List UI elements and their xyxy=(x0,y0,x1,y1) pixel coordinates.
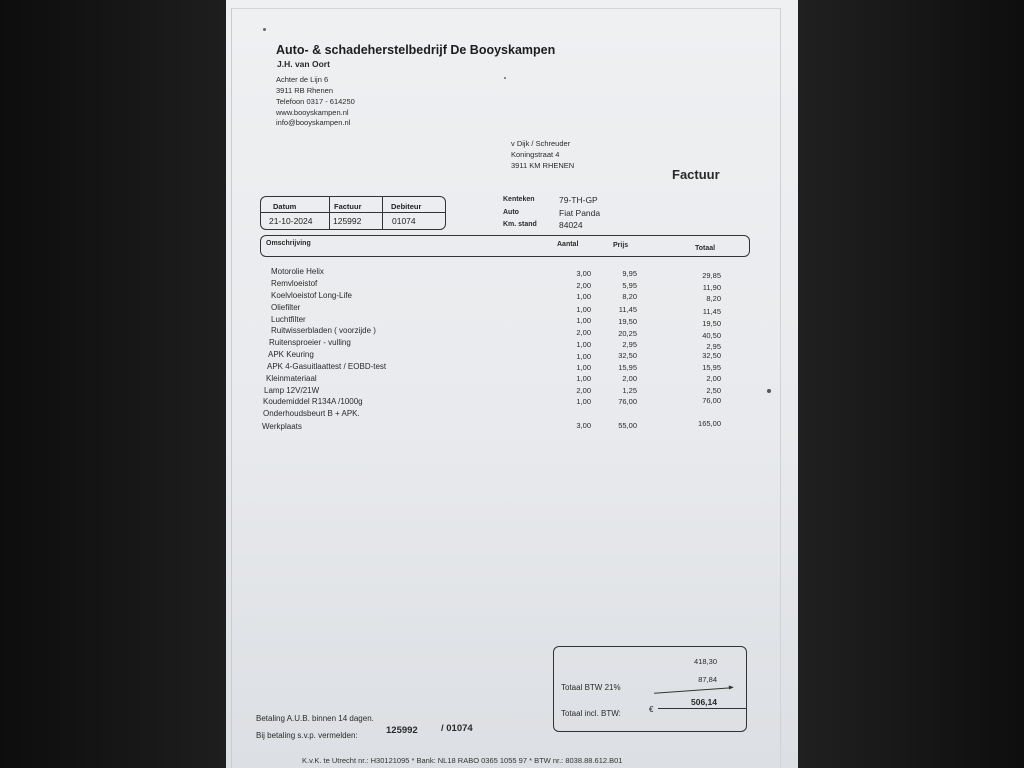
line-item-description: APK Keuring xyxy=(268,350,314,359)
line-item-quantity: 3,00 xyxy=(576,269,591,278)
background-left xyxy=(0,0,226,768)
car-label: Auto xyxy=(503,209,519,216)
car-model: Fiat Panda xyxy=(559,208,601,218)
line-item-price: 32,50 xyxy=(618,351,637,360)
line-item-price: 2,95 xyxy=(622,340,637,349)
debtor-label: Debiteur xyxy=(391,202,422,211)
line-item-price: 8,20 xyxy=(622,292,637,301)
line-item-description: Remvloeistof xyxy=(271,279,318,288)
euro-sign: € xyxy=(649,705,654,714)
company-city: 3911 RB Rhenen xyxy=(276,86,333,95)
line-item-total: 2,50 xyxy=(706,386,721,395)
line-item-total: 11,90 xyxy=(702,283,721,292)
license-plate-label: Kenteken xyxy=(503,196,535,203)
mileage-label: Km. stand xyxy=(503,221,537,228)
line-item-total: 2,95 xyxy=(706,342,721,351)
line-item-total: 15,95 xyxy=(702,363,721,372)
total-incl-label: Totaal incl. BTW: xyxy=(561,709,621,718)
line-item-total: 29,85 xyxy=(702,271,721,280)
subtotal-amount: 418,30 xyxy=(694,657,717,666)
paper-speck xyxy=(504,77,506,79)
line-item-total: 2,00 xyxy=(706,374,721,383)
line-item-total: 165,00 xyxy=(698,419,721,428)
invoice-number: 125992 xyxy=(333,216,362,226)
line-item-quantity: 1,00 xyxy=(576,374,591,383)
line-item-price: 9,95 xyxy=(622,269,637,278)
payment-reference-label: Bij betaling s.v.p. vermelden: xyxy=(256,731,358,740)
mileage: 84024 xyxy=(559,220,583,230)
line-item-quantity: 1,00 xyxy=(576,340,591,349)
line-item-total: 32,50 xyxy=(702,351,721,360)
line-item-description: Koudemiddel R134A /1000g xyxy=(263,397,363,406)
line-item-description: Luchtfilter xyxy=(271,315,306,324)
line-item-quantity: 2,00 xyxy=(576,281,591,290)
line-item-total: 76,00 xyxy=(702,396,721,405)
line-item-quantity: 1,00 xyxy=(576,305,591,314)
debtor-number: 01074 xyxy=(392,216,416,226)
vat-amount: 87,84 xyxy=(698,675,717,684)
line-item-description: Onderhoudsbeurt B + APK. xyxy=(263,409,360,418)
column-quantity-header: Aantal xyxy=(557,241,579,248)
company-phone: Telefoon 0317 - 614250 xyxy=(276,97,355,106)
company-street: Achter de Lijn 6 xyxy=(276,75,329,84)
line-item-price: 20,25 xyxy=(618,329,637,338)
line-item-description: Werkplaats xyxy=(262,422,302,431)
payment-terms: Betaling A.U.B. binnen 14 dagen. xyxy=(256,714,374,723)
line-item-description: Oliefilter xyxy=(271,303,301,312)
column-total-header: Totaal xyxy=(695,245,716,252)
line-item-quantity: 2,00 xyxy=(576,328,591,337)
invoice-paper xyxy=(226,0,798,768)
line-item-total: 40,50 xyxy=(702,331,721,340)
line-item-description: Ruitwisserbladen ( voorzijde ) xyxy=(271,326,376,335)
table-header-box xyxy=(260,235,750,257)
line-item-quantity: 1,00 xyxy=(576,363,591,372)
line-item-price: 5,95 xyxy=(622,281,637,290)
line-item-price: 11,45 xyxy=(618,305,637,314)
line-item-description: Ruitensproeier - vulling xyxy=(269,338,351,347)
line-item-description: Lamp 12V/21W xyxy=(264,386,320,395)
meta-divider xyxy=(329,197,330,229)
line-item-price: 55,00 xyxy=(618,421,637,430)
recipient-name: v Dijk / Schreuder xyxy=(511,139,571,148)
total-incl-amount: 506,14 xyxy=(691,697,717,707)
company-email: info@booyskampen.nl xyxy=(276,118,351,127)
line-item-quantity: 1,00 xyxy=(576,292,591,301)
invoice-number-label: Factuur xyxy=(334,202,362,211)
company-name: Auto- & schadeherstelbedrijf De Booyskampen xyxy=(276,43,556,57)
line-item-quantity: 1,00 xyxy=(576,397,591,406)
line-item-price: 15,95 xyxy=(618,363,637,372)
line-item-description: APK 4-Gasuitlaattest / EOBD-test xyxy=(267,362,387,371)
footer-company-bank-info: K.v.K. te Utrecht nr.: H30121095 * Bank: NL18 RABO 0365 1055 97 * BTW nr.: 8038.88.612.B01 xyxy=(302,756,623,765)
paper-speck xyxy=(263,28,266,31)
line-item-description: Motorolie Helix xyxy=(271,267,324,276)
date-label: Datum xyxy=(273,202,297,211)
payment-reference-invoice: 125992 xyxy=(386,725,418,736)
recipient-street: Koningstraat 4 xyxy=(511,150,560,159)
paper-smudge xyxy=(767,389,771,393)
document-title: Factuur xyxy=(672,167,720,182)
total-underline xyxy=(658,708,746,709)
vat-label: Totaal BTW 21% xyxy=(561,683,621,692)
meta-divider xyxy=(261,212,445,213)
line-item-quantity: 2,00 xyxy=(576,386,591,395)
company-website: www.booyskampen.nl xyxy=(276,108,349,117)
line-item-price: 19,50 xyxy=(618,317,637,326)
line-item-total: 19,50 xyxy=(702,319,721,328)
payment-reference-debtor: / 01074 xyxy=(441,723,473,734)
invoice-date: 21-10-2024 xyxy=(269,216,313,226)
line-item-price: 1,25 xyxy=(622,386,637,395)
meta-divider xyxy=(382,197,383,229)
line-item-quantity: 1,00 xyxy=(576,316,591,325)
line-item-price: 76,00 xyxy=(618,397,637,406)
line-item-description: Kleinmateriaal xyxy=(266,374,317,383)
recipient-city: 3911 KM RHENEN xyxy=(511,161,575,170)
line-item-total: 11,45 xyxy=(702,307,721,316)
invoice-meta-box xyxy=(260,196,446,230)
line-item-price: 2,00 xyxy=(622,374,637,383)
background-right xyxy=(798,0,1024,768)
column-price-header: Prijs xyxy=(613,242,629,249)
line-item-total: 8,20 xyxy=(706,294,721,303)
line-item-description: Koelvloeistof Long-Life xyxy=(271,291,352,300)
company-owner: J.H. van Oort xyxy=(277,59,330,69)
line-item-quantity: 3,00 xyxy=(576,421,591,430)
column-description-header: Omschrijving xyxy=(266,240,311,247)
license-plate: 79-TH-GP xyxy=(559,195,598,205)
line-item-quantity: 1,00 xyxy=(576,352,591,361)
